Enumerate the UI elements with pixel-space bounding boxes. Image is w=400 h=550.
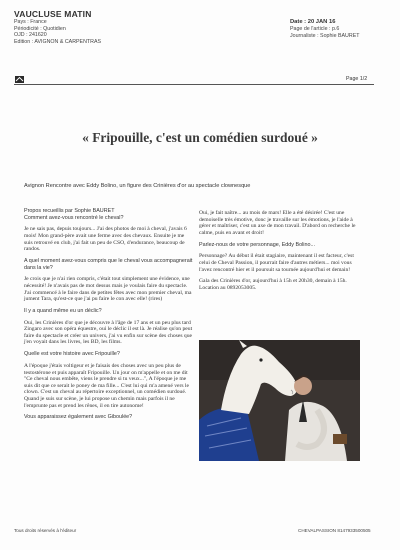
publication-title: VAUCLUSE MATIN: [14, 9, 92, 19]
footer-rights: Tous droits réservés à l'éditeur: [14, 528, 77, 533]
answer-1: Je ne sais pas, depuis toujours... J'ai des photos de moi à cheval, j'avais 6 mois! Mon grand-père avait une ferme avec des chevaux. Ensuite je me suis retrouvé en club, j'ai fait un peu de CSO, d'endurance, beaucoup de randos.: [24, 226, 187, 253]
header-divider: [14, 84, 374, 85]
question-6: Parlez-nous de votre personnage, Eddy Bolino...: [199, 241, 315, 248]
photo-horse-and-clown: [199, 340, 360, 461]
country-line: Pays : France: [14, 19, 47, 25]
question-1: Comment avez-vous rencontré le cheval?: [24, 214, 124, 221]
answer-2: Je crois que je n'ai rien compris, c'était tout simplement une évidence, une nécessité! Je n'avais pas de mot dessus mais je voulais faire du spectacle. J'ai commencé à le faire dans de petites fêtes avec mon premier cheval, ma jument Tara, qu'est-ce que j'ai pu faire le con avec elle! (rires): [24, 276, 192, 303]
publication-header: [14, 9, 194, 45]
question-2: A quel moment avez-vous compris que le cheval vous accompagnerait dans la vie?: [24, 257, 193, 271]
gala-info: Gala des Crinières d'or, aujourd'hui à 15h et 20h30, demain à 15h. Location au 0892053005.: [199, 278, 347, 291]
journalist-line: Journaliste : Sophie BAURET: [290, 32, 360, 39]
page-number: Page 1/2: [346, 76, 368, 82]
question-3: Il y a quand même eu un déclic?: [24, 307, 102, 314]
footer-code: CHEVALPASSION 8147933500505: [298, 528, 371, 533]
publisher-logo-icon: [15, 76, 24, 83]
article-column-right: [199, 210, 364, 297]
byline: [24, 208, 194, 221]
ojd-line: OJD : 241620: [14, 32, 47, 39]
article-headline: « Fripouille, c'est un comédien surdoué »: [82, 130, 318, 145]
answer-5: Oui, je fait naître... au mois de mars! Elle a été désirée! C'est une demoiselle très émotive, donc je travaille sur les émotions, je l'aide à gérer et maîtriser, c'est un axe de mon travail. D'abord on recherche le calme, puis en avant et droit!: [199, 210, 356, 236]
article-date: Date : 20 JAN 16: [290, 19, 336, 25]
answer-4: A l'époque j'étais voltigeur et je faisais des choses avec un peu plus de testostérone et puis apparaît Fripouille. Un jour on m'appelle et on me dit "Ce cheval nous embête, viens le prendre si tu veux...", A l'époque je me suis dit que ce serait le poney de ma fille... C'est lui qui m'a amené vers le clown. C'est un cheval au répertoire exceptionnel, un comédien surdoué. Quand je suis sur scène, je lui propose un chemin mais parfois il ne l'emprunte pas et prend les rênes, il en tire autonome!: [24, 363, 189, 409]
answer-6: Personnage? Au début il était stagiaire, maintenant il est facteur, c'est celui de Cheval Passion, il pourrait faire d'autres métiers... moi vous l'avez rencontré hier et il poursuit sa tournée aujourd'hui et demain!: [199, 253, 354, 273]
article-subheading: Avignon Rencontre avec Eddy Bolino, un figure des Crinières d'or au spectacle clownesque: [24, 183, 251, 189]
margin-note: [6, 280, 12, 520]
question-5: Vous apparaissez également avec Giboulée?: [24, 414, 133, 421]
article-page-line: Page de l'article : p.6: [290, 26, 340, 32]
article-photo: [199, 340, 360, 461]
question-4: Quelle est votre histoire avec Fripouille?: [24, 351, 120, 358]
periodicity-line: Périodicité : Quotidien: [14, 25, 66, 32]
byline-text: Propos recueillis par Sophie BAURET: [24, 208, 115, 214]
edition-line: Edition : AVIGNON & CARPENTRAS: [14, 38, 102, 45]
article-info: [290, 19, 395, 39]
article-column-left: [24, 208, 194, 426]
answer-3: Oui, les Crinières d'or que je découvre à l'âge de 17 ans et un peu plus tard Zingaro avec son opéra équestre, oui le déclic il est là. Je réalise qu'on peut faire du spectacle et créer un univers, j'ai vu enfin sur scène des choses que j'en voyait dans les livres, les BD, les films.: [24, 319, 193, 346]
